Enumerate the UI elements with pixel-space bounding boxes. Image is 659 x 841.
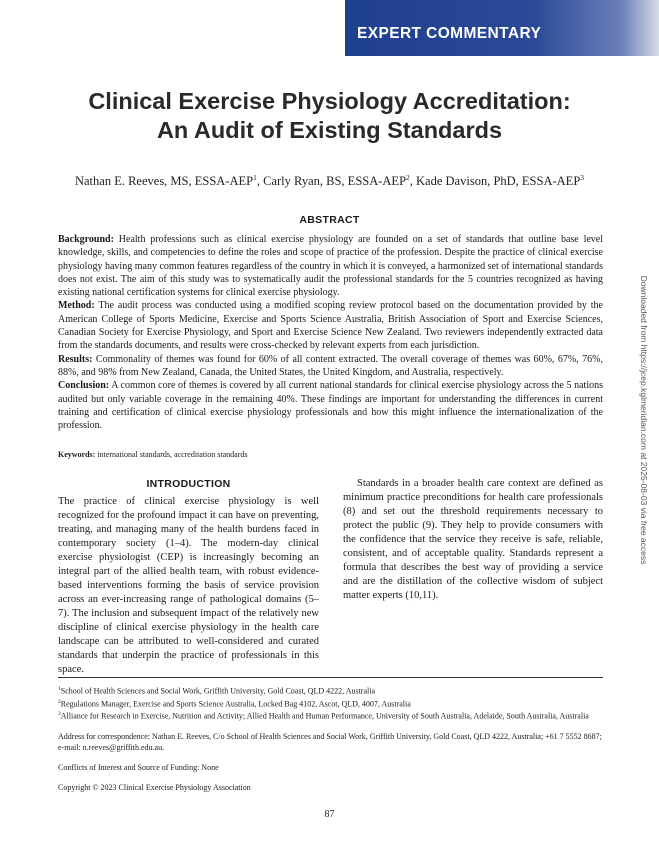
abstract-background [58, 233, 603, 299]
introduction-column-left [58, 477, 319, 677]
abstract-method-text: The audit process was conducted using a modified scoping review protocol based on the documentation provided by the American College of Sports Medicine, Exercise and Sports Science Australia, British Association of Sport and Exercise Sciences, Canadian Society for Exercise Physiology, and Sport and Exercise Science New Zealand. Two reviewers independently extracted data from the standards documents, and results were cross-checked by relevant experts from each jurisdiction. [58, 300, 603, 352]
correspondence-address: Address for correspondence: Nathan E. Reeves, C/o School of Health Sciences and Social Work, Griffith University, Gold Coast, QLD 4222, Australia; +61 7 5552 8687; e-mail: n.reeves@griffith.edu.au. [58, 731, 602, 752]
introduction-column-right [343, 477, 603, 603]
affiliation-footnote [58, 697, 603, 710]
footnotes [58, 684, 603, 793]
download-watermark-text: Downloaded from https://jcep.kglmeridian.com at 2025-08-03 via free access [639, 275, 649, 565]
keywords-label: Keywords: [58, 450, 96, 459]
keywords [58, 449, 603, 460]
abstract-conclusion [58, 379, 603, 432]
author-name: Kade Davison, PhD, ESSA-AEP [416, 174, 581, 189]
abstract-conclusion-label: Conclusion: [58, 380, 110, 392]
article-title-line-2: An Audit of Existing Standards [156, 117, 503, 143]
author-name: Carly Ryan, BS, ESSA-AEP [263, 174, 407, 189]
affiliation-footnote [58, 709, 603, 722]
abstract-results-text: Commonality of themes was found for 60% of all content extracted. The overall coverage of themes was 60%, 67%, 76%, 88%, and 98% from New Zealand, Canada, the United States, the United Kingdom, and Australia, respectively. [58, 353, 604, 378]
article-title-line-1: Clinical Exercise Physiology Accreditation: [88, 88, 571, 114]
author-separator: , [256, 174, 264, 189]
author-name: Nathan E. Reeves, MS, ESSA-AEP [74, 174, 254, 189]
abstract-background-label: Background: [58, 234, 114, 245]
author-affiliation-mark: 1 [253, 173, 257, 182]
affiliation-mark: 3 [58, 711, 61, 718]
author-affiliation-mark: 3 [580, 173, 585, 182]
author-list [0, 173, 659, 189]
affiliation-footnote [58, 684, 603, 697]
abstract-results-label: Results: [58, 353, 93, 365]
affiliation-text: Alliance for Research in Exercise, Nutrition and Activity; Allied Health and Human Performance, University of South Australia, Adelaide, South Australia, Australia [60, 711, 589, 721]
author-separator: , [409, 174, 417, 189]
abstract-results [58, 353, 603, 380]
page-number: 87 [324, 809, 335, 820]
affiliation-text: School of Health Sciences and Social Work, Griffith University, Gold Coast, QLD 4222, Australia [60, 686, 376, 696]
abstract-background-text: Health professions such as clinical exercise physiology are founded on a set of standards that outline base level knowledge, skills, and competencies to define the roles and scope of practice of the profession. Despite the practice of clinical exercise physiology having many common features regardless of the country in which it is conveyed, a harmonized set of international standards does not exist. The aim of this study was to systematically audit the professional standards for the 5 countries recognized as having existing national certification systems for clinical exercise physiology. [58, 234, 604, 299]
abstract-method [58, 299, 603, 352]
keywords-text: international standards, accreditation standards [97, 450, 248, 459]
affiliation-mark: 2 [58, 698, 61, 705]
footnote-divider [58, 677, 603, 678]
author-affiliation-mark: 2 [406, 173, 410, 182]
abstract-body [58, 233, 603, 432]
affiliation-mark: 1 [58, 686, 61, 692]
introduction-paragraph-2: Standards in a broader health care context are defined as minimum practice preconditions for health care professionals (8) and set out the threshold requirements necessary to protect the public (9). They help to provide consumers with the confidence that the service they receive is safe, reliable, consistent, and of acceptable quality. Standards represent a formula that describes the best way of providing a service and are the distillation of the collective wisdom of subject matter experts (10,11). [343, 478, 603, 601]
introduction-paragraph: The practice of clinical exercise physiology is well recognized for the profound impact it can have on preventing, treating, and managing many of the health burdens faced in contemporary society (1–4). The modern-day clinical exercise physiologist (CEP) is increasingly becoming an integral part of the allied health team, with robust evidence-based interventions forming the basis of service provision across an ever-increasing range of pathological domains (5–7). The inclusion and subsequent impact of the relatively new discipline of clinical exercise physiology in the health care landscape can be attributed to well-considered and curated standards that underpin the practice of professionals in this space. [58, 496, 319, 675]
section-banner-label: EXPERT COMMENTARY [357, 25, 542, 42]
affiliation-text: Regulations Manager, Exercise and Sports Science Australia, Locked Bag 4102, Ascot, QLD, 4007, Australia [60, 699, 411, 709]
article-title [0, 87, 659, 145]
abstract-conclusion-text: A common core of themes is covered by all current national standards for clinical exercise physiology across the 5 nations audited but only variable coverage in the remaining 40%. These findings are important for understanding the differences in current training and certification of clinical exercise physiology professionals and how this might influence the internationalization of the profession. [58, 380, 603, 432]
abstract-method-label: Method: [58, 300, 95, 312]
conflicts-statement: Conflicts of Interest and Source of Funding: None [58, 762, 219, 772]
copyright-notice: Copyright © 2023 Clinical Exercise Physiology Association [58, 782, 251, 792]
abstract-heading: ABSTRACT [299, 214, 360, 226]
introduction-heading: INTRODUCTION [146, 478, 231, 490]
